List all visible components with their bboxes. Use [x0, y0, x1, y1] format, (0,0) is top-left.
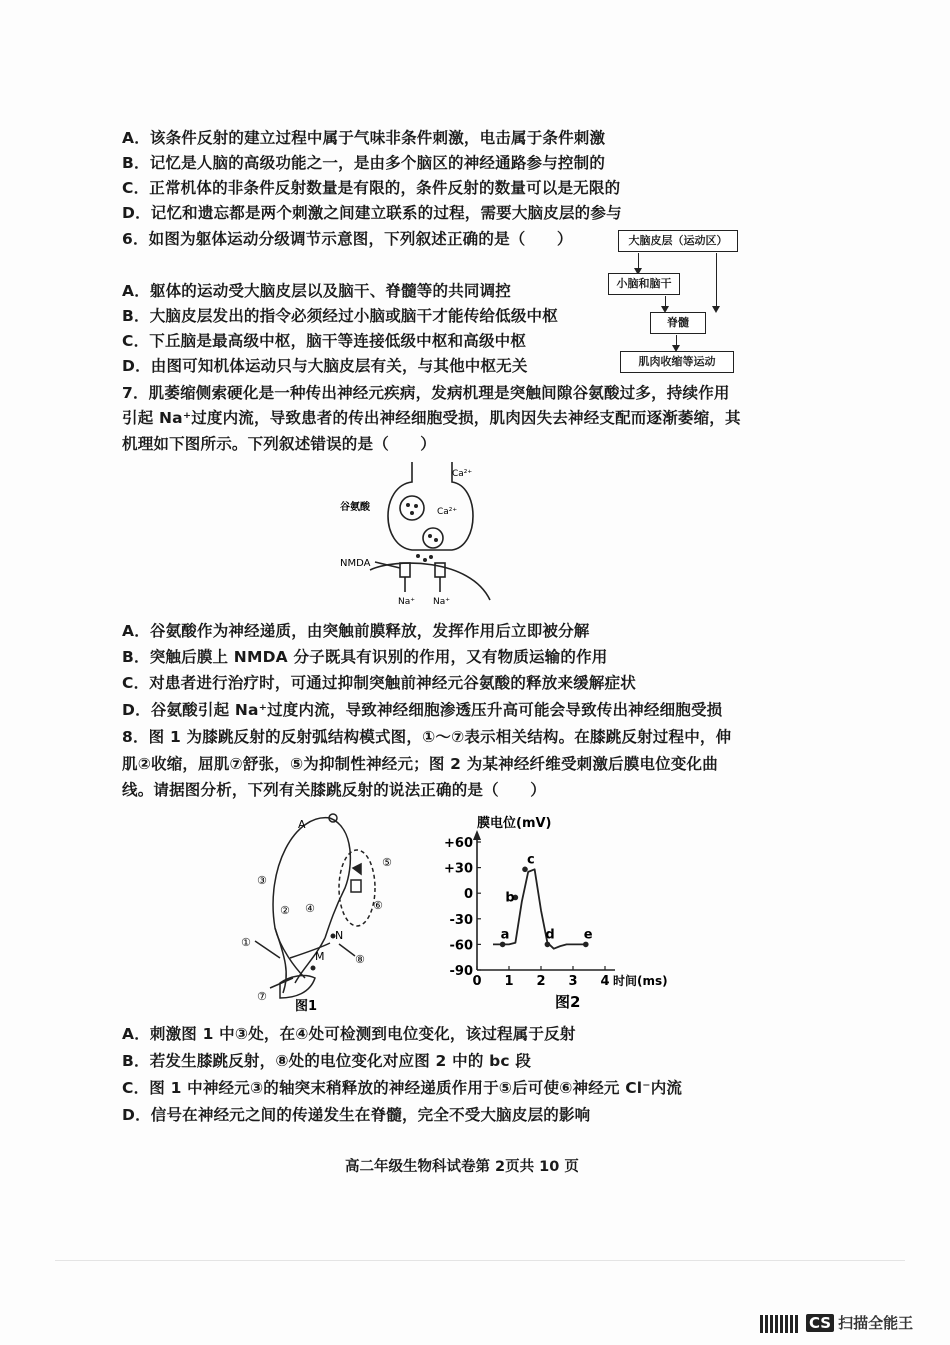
- fig1-label-8: ⑧: [355, 953, 365, 966]
- chart-point-a: [500, 942, 506, 948]
- q8-option-b: B．若发生膝跳反射，⑧处的电位变化对应图 2 中的 bc 段: [122, 1052, 532, 1070]
- chart-x-axis-label: 时间(ms): [613, 974, 668, 988]
- chart-point-label-e: e: [583, 927, 593, 943]
- synaptic-vesicle-1: [400, 496, 424, 520]
- label-glutamate: 谷氨酸: [340, 502, 370, 513]
- chart-y-axis-arrow: [473, 830, 481, 840]
- q8-stem-line1: 8．图 1 为膝跳反射的反射弧结构模式图，①～⑦表示相关结构。在膝跳反射过程中，伸: [122, 728, 732, 746]
- q6-option-a: A．躯体的运动受大脑皮层以及脑干、脊髓等的共同调控: [122, 282, 511, 300]
- q8-option-a: A．刺激图 1 中③处，在④处可检测到电位变化，该过程属于反射: [122, 1025, 576, 1043]
- flow-box-muscle-movement: 肌肉收缩等运动: [620, 351, 734, 373]
- q6-stem: 6．如图为躯体运动分级调节示意图，下列叙述正确的是（ ）: [122, 230, 573, 248]
- q8-figure2-membrane-potential-chart: [435, 812, 680, 1017]
- label-na-1: Na⁺: [398, 597, 415, 607]
- chart-x-tick-label: 4: [600, 974, 610, 989]
- q6-option-b: B．大脑皮层发出的指令必须经过小脑或脑干才能传给低级中枢: [122, 307, 558, 325]
- q8-stem-line3: 线。请据图分析，下列有关膝跳反射的说法正确的是（ ）: [122, 781, 546, 799]
- chart-x-tick-label: 0: [472, 974, 482, 989]
- chart-y-tick-label: 0: [463, 887, 473, 903]
- q7-stem-line1: 7．肌萎缩侧索硬化是一种传出神经元疾病，发病机理是突触间隙谷氨酸过多，持续作用: [122, 384, 730, 402]
- q8-stem-line2: 肌②收缩，屈肌⑦舒张，⑤为抑制性神经元；图 2 为某神经纤维受刺激后膜电位变化曲: [122, 755, 718, 773]
- chart-point-label-b: b: [505, 890, 515, 906]
- nmda-receptor-1: [400, 563, 410, 577]
- chart-y-tick-label: -30: [449, 912, 473, 928]
- chart-y-tick-label: -60: [449, 938, 473, 954]
- postsynaptic-membrane: [370, 563, 490, 600]
- flow-arrow-3: [665, 296, 666, 311]
- fig1-label-A: A: [298, 818, 306, 831]
- cs-logo-icon: CS: [806, 1314, 834, 1332]
- q6-option-d: D．由图可知机体运动只与大脑皮层有关，与其他中枢无关: [122, 357, 528, 375]
- q8-option-d: D．信号在神经元之间的传递发生在脊髓，完全不受大脑皮层的影响: [122, 1106, 591, 1124]
- fig1-label-6: ⑥: [373, 899, 383, 912]
- q7-stem-line3: 机理如下图所示。下列叙述错误的是（ ）: [122, 435, 437, 453]
- flow-arrow-4: [676, 335, 677, 350]
- fig1-label-4: ④: [305, 902, 315, 915]
- chart-y-tick-label: -90: [449, 964, 473, 979]
- chart-y-tick-label: +60: [444, 836, 473, 851]
- fig1-label-5: ⑤: [382, 856, 392, 869]
- q7-option-c: C．对患者进行治疗时，可通过抑制突触前神经元谷氨酸的释放来缓解症状: [122, 674, 636, 692]
- page-divider: [55, 1260, 905, 1261]
- synaptic-vesicle-2: [423, 528, 443, 548]
- chart-x-tick-label: 1: [504, 974, 514, 989]
- fig1-label-2: ②: [280, 904, 290, 917]
- label-ca-mid: Ca²⁺: [437, 507, 458, 517]
- q5-option-c: C．正常机体的非条件反射数量是有限的，条件反射的数量可以是无限的: [122, 179, 621, 197]
- flow-box-cerebral-cortex: 大脑皮层（运动区）: [618, 230, 738, 252]
- label-ca-top: Ca²⁺: [452, 469, 473, 479]
- q8-figure1-reflex-arc: [235, 808, 400, 1013]
- scanner-brand: 扫描全能王: [838, 1314, 914, 1332]
- label-nmda: NMDA: [340, 558, 371, 569]
- q5-option-d: D．记忆和遗忘都是两个刺激之间建立联系的过程，需要大脑皮层的参与: [122, 204, 622, 222]
- fig1-label-7: ⑦: [257, 990, 267, 1003]
- fig2-caption: 图2: [555, 993, 581, 1011]
- fig1-label-M: M: [315, 950, 325, 963]
- label-na-2: Na⁺: [433, 597, 450, 607]
- chart-y-tick-label: +30: [444, 861, 473, 877]
- q6-option-c: C．下丘脑是最高级中枢，脑干等连接低级中枢和高级中枢: [122, 332, 527, 350]
- flow-box-cerebellum-brainstem: 小脑和脑干: [608, 273, 680, 295]
- chart-y-axis-label: 膜电位(mV): [477, 816, 552, 831]
- chart-point-c: [522, 867, 528, 873]
- qr-code-icon: [760, 1315, 800, 1333]
- flow-arrow-2: [716, 253, 717, 311]
- q7-synapse-diagram: [340, 460, 510, 608]
- chart-point-label-d: d: [545, 927, 555, 943]
- page-footer: 高二年级生物科试卷第 2页共 10 页: [345, 1159, 579, 1175]
- fig1-label-1: ①: [241, 936, 251, 949]
- q7-option-b: B．突触后膜上 NMDA 分子既具有识别的作用，又有物质运输的作用: [122, 648, 608, 666]
- scanner-watermark: [760, 1312, 913, 1333]
- q8-option-c: C．图 1 中神经元③的轴突末稍释放的神经递质作用于⑤后可使⑥神经元 Cl⁻内流: [122, 1079, 683, 1097]
- chart-point-e: [583, 942, 589, 948]
- chart-point-label-c: c: [527, 852, 535, 868]
- q5-option-b: B．记忆是人脑的高级功能之一，是由多个脑区的神经通路参与控制的: [122, 154, 606, 172]
- q7-stem-line2: 引起 Na⁺过度内流，导致患者的传出神经细胞受损，肌肉因失去神经支配而逐渐萎缩，其: [122, 409, 741, 427]
- fig1-label-N: N: [335, 929, 344, 942]
- flow-arrow-1: [638, 253, 639, 273]
- fig1-caption: 图1: [295, 999, 318, 1013]
- chart-point-d: [545, 942, 551, 948]
- flow-box-spinal-cord: 脊髓: [650, 312, 706, 334]
- q7-option-a: A．谷氨酸作为神经递质，由突触前膜释放，发挥作用后立即被分解: [122, 622, 590, 640]
- chart-x-tick-label: 3: [568, 974, 578, 989]
- q5-option-a: A．该条件反射的建立过程中属于气味非条件刺激，电击属于条件刺激: [122, 129, 606, 147]
- chart-x-tick-label: 2: [536, 974, 546, 989]
- chart-point-label-a: a: [500, 927, 510, 943]
- q7-option-d: D．谷氨酸引起 Na⁺过度内流，导致神经细胞渗透压升高可能会导致传出神经细胞受损: [122, 701, 723, 719]
- fig1-label-3: ③: [257, 874, 267, 887]
